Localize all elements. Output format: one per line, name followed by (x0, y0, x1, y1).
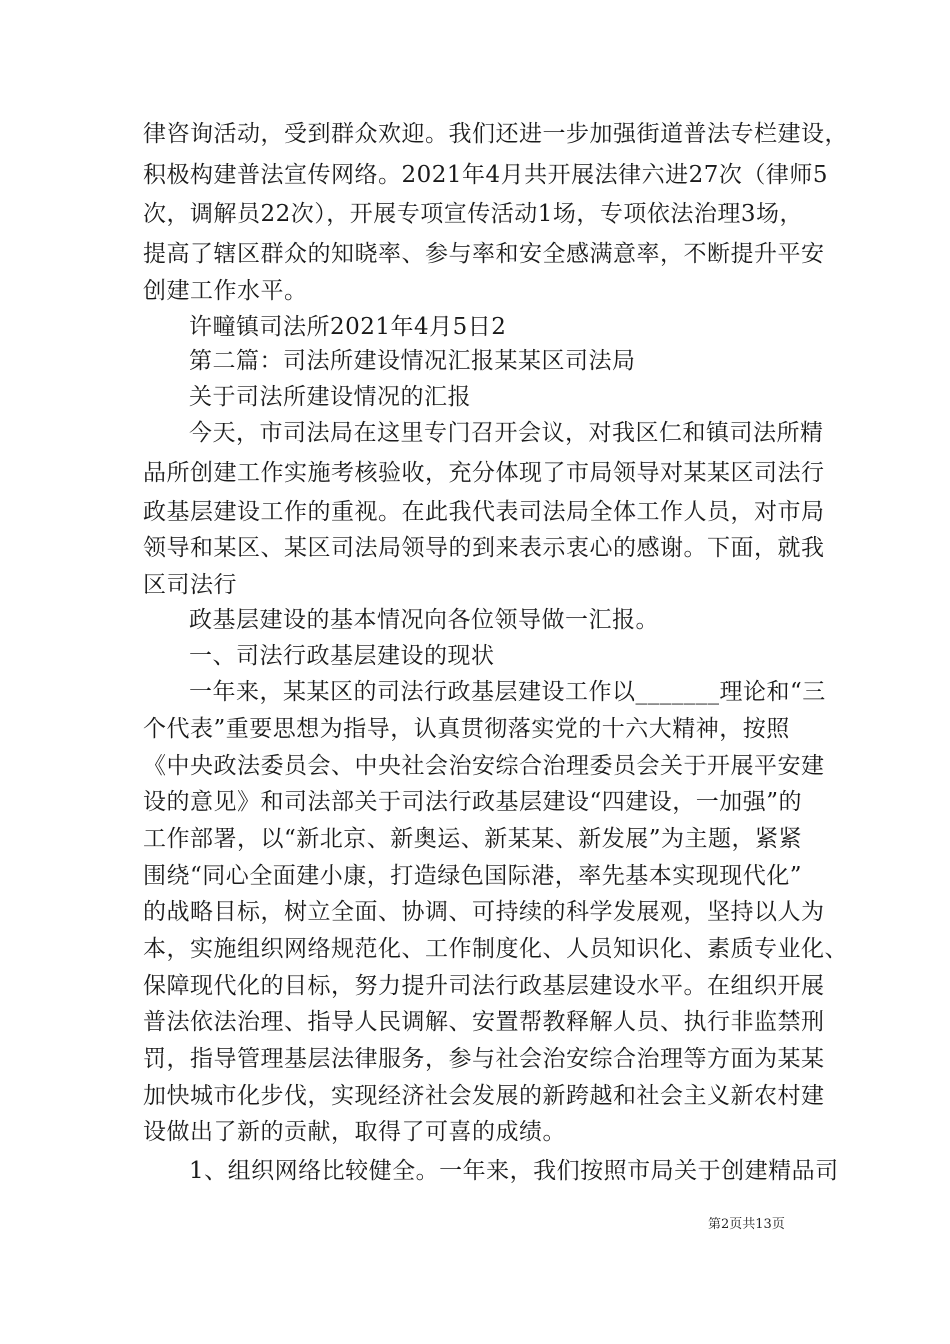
text-line-26: 罚，指导管理基层法律服务，参与社会治安综合治理等方面为某某 (143, 1046, 825, 1072)
text-line-21: 围绕“同心全面建小康，打造绿色国际港，率先基本实现现代化” (143, 863, 803, 889)
text-line-29: 1、组织网络比较健全。一年来，我们按照市局关于创建精品司 (189, 1158, 839, 1184)
text-line-10: 品所创建工作实施考核验收，充分体现了市局领导对某某区司法行 (143, 460, 825, 486)
section-heading: 第二篇：司法所建设情况汇报某某区司法局 (189, 348, 636, 374)
text-line-19: 设的意见》和司法部关于司法行政基层建设“四建设，一加强”的 (143, 789, 803, 815)
text-line-17: 个代表”重要思想为指导，认真贯彻落实党的十六大精神，按照 (143, 716, 790, 742)
text-line-9: 今天，市司法局在这里专门召开会议，对我区仁和镇司法所精 (189, 420, 824, 446)
page-number: 第2页共13页 (708, 1217, 785, 1232)
text-line-14: 政基层建设的基本情况向各位领导做一汇报。 (189, 607, 659, 633)
text-line-20: 工作部署，以“新北京、新奥运、新某某、新发展”为主题，紧紧 (143, 826, 803, 852)
subsection-heading: 一、司法行政基层建设的现状 (189, 643, 495, 669)
text-line-25: 普法依法治理、指导人民调解、安置帮教释解人员、执行非监禁刑 (143, 1009, 825, 1035)
text-line-2: 积极构建普法宣传网络。2021年4月共开展法律六进27次（律师5 (143, 162, 829, 188)
text-line-22: 的战略目标，树立全面、协调、可持续的科学发展观，坚持以人为 (143, 899, 825, 925)
text-line-27: 加快城市化步伐，实现经济社会发展的新跨越和社会主义新农村建 (143, 1083, 825, 1109)
text-line-24: 保障现代化的目标，努力提升司法行政基层建设水平。在组织开展 (143, 973, 825, 999)
text-line-28: 设做出了新的贡献，取得了可喜的成绩。 (143, 1119, 566, 1145)
text-line-5: 创建工作水平。 (143, 278, 308, 304)
text-line-12: 领导和某区、某区司法局领导的到来表示衷心的感谢。下面，就我 (143, 535, 825, 561)
text-line-1: 律咨询活动，受到群众欢迎。我们还进一步加强街道普法专栏建设， (143, 121, 848, 147)
signature-line: 许疃镇司法所2021年4月5日2 (189, 314, 507, 340)
report-title: 关于司法所建设情况的汇报 (189, 384, 471, 410)
text-line-3: 次，调解员22次），开展专项宣传活动1场，专项依法治理3场， (143, 201, 804, 227)
text-line-13: 区司法行 (143, 572, 237, 598)
text-line-4: 提高了辖区群众的知晓率、参与率和安全感满意率，不断提升平安 (143, 241, 825, 267)
text-line-18: 《中央政法委员会、中央社会治安综合治理委员会关于开展平安建 (143, 753, 825, 779)
text-line-16: 一年来，某某区的司法行政基层建设工作以_______理论和“三 (189, 679, 826, 705)
text-line-23: 本，实施组织网络规范化、工作制度化、人员知识化、素质专业化、 (143, 936, 848, 962)
text-line-11: 政基层建设工作的重视。在此我代表司法局全体工作人员，对市局 (143, 499, 825, 525)
